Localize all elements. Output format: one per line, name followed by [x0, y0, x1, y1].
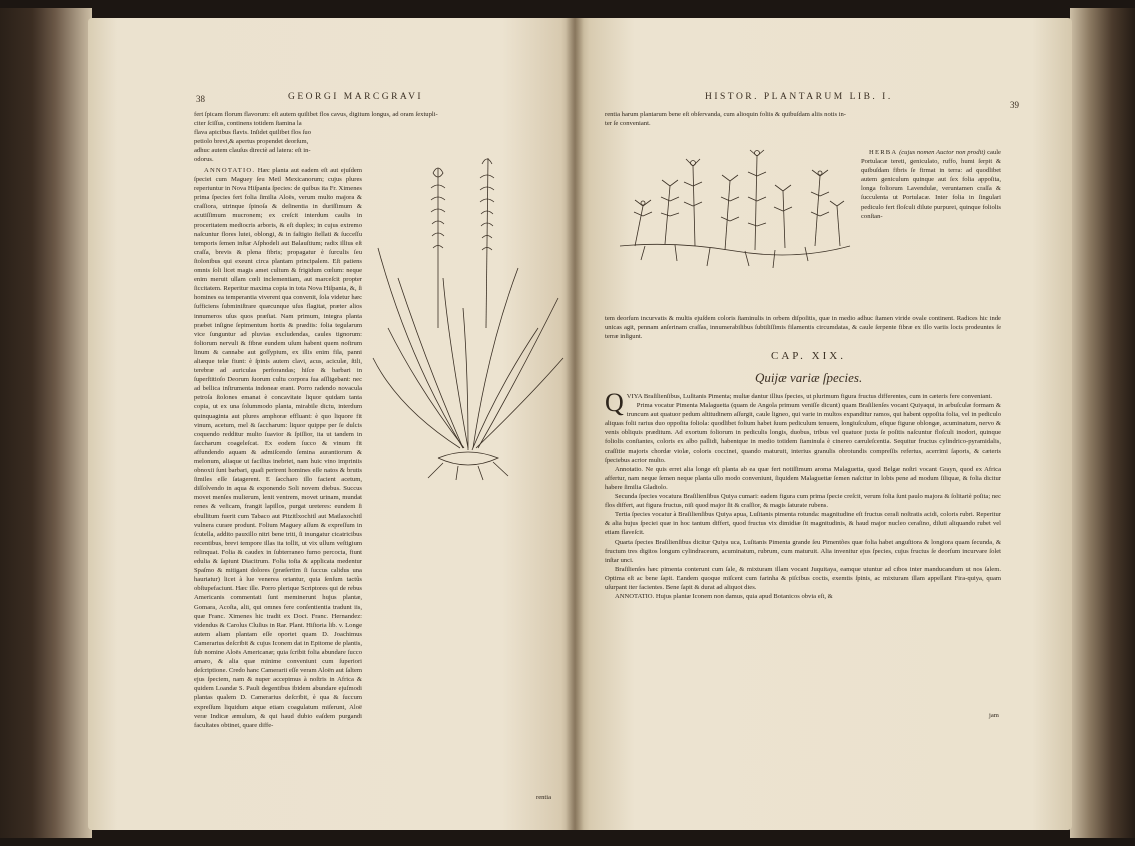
section-paragraph: Annotatio. Ne quis erret alia longe eſt planta ab ea quæ fert notiſſimum aroma Malaguetta, quod Belgæ noſtri vocant Grayn, quod ex Africa affertur, nam neque ſemen neque planta ullo modo conveniunt, ſiquidem Malaguettæ ſemen naſcitur in lobis pene ad modum ſiliquæ, & folia dicitur habere ſimilia Gladiolo. [605, 465, 1001, 491]
section-paragraph: Secunda ſpecies vocatura Braſilienſibus Quiya cumari: eadem figura cum prima ſpecie creſcit, verum folia ſunt paulo majora & ſolitariè poſita; nec flos differt, aut figura fructus, niſi quod major ſit & craſſior, & magis ſaturate rubens. [605, 493, 1001, 510]
text-line: odorus. [194, 156, 214, 164]
agave-plant-illustration [368, 128, 568, 483]
left-top-lines [194, 110, 566, 128]
drop-cap: Q [605, 388, 624, 417]
herba-label: HERBA [869, 149, 898, 156]
herba-paragraph [861, 148, 1001, 221]
herba-tail [605, 314, 1001, 341]
annotatio-paragraph [194, 166, 362, 730]
left-annotatio-column [194, 166, 362, 730]
book-gutter [566, 18, 584, 830]
section-paragraph: Prima vocatur Pimenta Malaguetta (quam de Angola primum veniſſe dicunt) quam Braſilienſes vocant Quiyaqui, in arbuſculæ formam & truncum aut quatuor pedum altitudinem aſſurgit, caule ligneo, qui varie in multos expanditur ramos, qui habent oppoſita folia, vel in pediculo aliquas folii rarius duo oppoſita foliola: quodlibet folium habet ſuum pediculum tenuem, longiuſculum, eſtque figuræ oblongæ, acuminatum, nervo & venis obliquis præditum. Ad exortum foliorum in pediculis longis, duobus, tribus vel quatuor juxta ſe poſitis naſcuntur floſculi inodori, quinque foliolis conſtantes, coloris ex albo pallidi, habentque in medio totidem ſtaminula è cinereo cæruleſcentia. Sequitur fructus cylindrico-pyramidalis, craſſitie majoris chordæ violæ, coloris coccinei, quando maturuit, interius granulis obrotundis compreſſis refertus, acerrimi ſaporis, & cæteris ſpeciebus acrior multo. [605, 402, 1001, 464]
herba-description [861, 148, 1001, 221]
quiya-section-text [605, 388, 1001, 601]
herba-tail-text: tem deorſum incurvatis & multis ejuſdem coloris ſtaminulis in orbem diſpoſitis, quæ in medio adhuc ſtamen viride ovale continent. Radices hic inde unicas agit, pennam anſerinam craſſas, innumerabilibus ſubtiliſſimis filamentis circumdatas, & caule ſerpente fibræ ex illo variis locis prodeuntes ſe terræ inſigunt. [605, 315, 1001, 341]
section-paragraph: Tertia ſpecies vocatur à Braſilienſibus Quiya apua, Luſitanis pimenta rotunda: magnitudine eſt fructus ceraſi noſtratis acidi, coloris rubri. Reperitur & alia hujus ſpeciei quæ in hoc tantum differt, quod fructus vix dimidiæ ſit magnitudinis, & haud major nucleo ceraſino, diluti aliquando rubet vel etiam flaveſcit. [605, 511, 1001, 537]
left-running-head: GEORGI MARCGRAVI [288, 92, 424, 102]
left-page-number: 38 [196, 94, 205, 104]
section-paragraph: Braſilienſes hæc pimenta conterunt cum ſale, & mixturam illam vocant Juquitaya, eamque utuntur ad cibos inter manducandum ut nos ſalem. Optima eſt ac bene ſapit. Eandem quoque miſcent cum farinha & piſcibus coctis, exemtis ſpinis, ac mixturam illam appellant Fira-quiya, quam uſurpant iter facientes. Bene ſapit & durat ad aliquot dies. [605, 565, 1001, 591]
annotatio-text: Hæc planta aut eadem eſt aut ejuſdem ſpeciei cum Maguey ſeu Metl Mexicanorum; cujus plures reperiuntur in Nova Hiſpania ſpecies: de quibus ita Fr. Ximenes prima ſpecies fert folia ſimilia Aloës, verum multo majora & craſſiora, utrinque ſpinoſa & deſinentia in duriſſimum & acutiſſimum mucronem; ex creſcit interdum caulis in proceritatem mediocris arboris, & eſt duplex; in cujus extremo naſcuntur flores lutei, oblongi, & in faſtigio ſtellati & ſucceſſu temporis ſemen inſtar Aſphodeli aut Balauſtium; radix illius eſt craſſa, brevis & plena fibris; propagatur è ſurculis ſeu ſtolonibus qui exeunt circa plantam principalem. Eſt patiens omnis ſoli licet magis amet cultum & frigidum cœlum: neque enim meruit ullam cœli inclementiam, aut marceſcit propter ſiccitatem. Reperitur maxima copia in tota Nova Hiſpania, &, ſi homines ea temperantia viverent qua convenit, ſola videtur hæc ſufficiens ſubminiſtrare quæcunque uſus flagitat, præter alios innumeros uſus quos præſtat. Nam primum, integra planta præbet inſigne ſepimentum hortis & prædiis: folia tegularum vice ſunguntur ad pluvias excludendas, caules tignorum: foliorum nervuli & fibræ eundem uſum habent quem noſtrum linum & cannabe aut goſſypium, ex illis enim fila, panni aliæque telæ fiunt: è ſpinis autem clavi, acus, aciculæ, ſtili, terebræ ad auriculas perforandas; hiſce & barbari in ſuperſtitioſo Deorum ſuorum cultu corpora ſua aſſligebant: nec ad bellica inſtrumenta indoneæ erant. Porro radendo novacula petroſa ſtolones emanat è concavitate liquor quidam tanta copia, ut ex una ſolummodo planta, mirabile dictu, interdum quinquaginta aut plures amphoræ effluant: è quo liquore fit vinum, acetum, mel & ſaccharum: liquor quippe per ſe dulcis coquendo redditur multo ſuavior & ſpiſſior, ita ut tandem in ſaccharum coageleſcat. Ex eodem ſucco & vinum fit affundendo aquam & admiſcendo ſemina aurantiorum & melonum, aliaque ut facilius inebriet, nam huic vino impriniis obnoxii ſunt barbari, quaſi perirent homines eſſe natos & brutis ſimiles eſſe ſatagerent. E ſaccharo illo facient acetum, diſſolvendo in aqua & exponendo Soli novem diebus. Succus movet menſes mulierum, lenit ventrem, movet urinam, mundat renes & veſicam, frangit lapillos, purgat ureteres: eundem ſi ebullitum fuerit cum Tabaco aut Pitzitlxochitl aut Matlaxochitl vulnera curare produnt. Folium Maguey aſſum & expreſſum in ſcutella, addito pauxillo nitri bene triti, ſi inungatur cicatricibus recentibus, brevi tempore illas ita tollit, ut vix ullum veſtigium relinquat. Folia & caudex in ſubterraneo furno percocta, fiunt edulia & ſapiunt Diacitrum. Folia toſta & applicata medentur Spaſmo & mitigant dolores (præſertim ſi ſuccus calidus una hauriatur) licet à lue venerea oriantur, quia ſenſum tactûs obſtupefaciunt. Hæc ille. Porro plerique Scriptores qui de rebus Americanis commentati ſunt meminerunt hujus plantæ, Gomara, Acoſta, alii, qui omnes fere conſentientia tradunt iis, quæ Franc. Ximenes hic tradit ex Doct. Franc. Hernandez: videndus & Carolus Cluſius in Rar. Plant. Hiſtoria lib. v. Longe autem aliam plantam eſſe oportet quam D. Joachimus Camerarius deſcribit & cujus Iconem dat in Epitome de plantis, ſub nomine Aloës Americanæ; quia ſcribit folia abundare ſucco amaro, & alia quæ minime conveniunt cum ſuperiori deſcriptione. Credo hanc Camerarii eſſe veram Aloën aut ſaltem ejus ſpeciem, nam & nuper accepimus à noſtris in Africa & quidem Loandæ S. Pauli degentibus ibidem abundare ejuſmodi plantas qualem D. Camerarius deſcribit, è qua & ſuccum expreſſum liquidum atque etiam coagulatum miſerunt, Aloë veræ Indicæ æmulum, & qui haud dubio eaſdem purgandi facultates obtinet, quare diffe- [194, 167, 362, 729]
herba-italic-note: (cujus nomen Auctor non prodit) [899, 149, 986, 156]
right-page [575, 18, 1072, 830]
right-page-number: 39 [1010, 100, 1019, 110]
right-top-lines [605, 110, 997, 128]
right-catchword: jam [989, 712, 999, 719]
annotatio-label: ANNOTATIO. [204, 167, 256, 174]
section-paragraph: ANNOTATIO. Hujus plantæ Iconem non damus, quia apud Botanicos obvia eſt, & [615, 593, 833, 601]
herba-text: caule Portulacæ tereti, geniculato, ruffo, humi ſerpit & quibuſdam fibris ſe firmat in terra: ad quodlibet autem geniculum quinque aut ſex folia appoſita, longa foliorum Lavendulæ, veruntamen craſſa & ſucculenta ut Portulacæ. Inter folia in ſingulari pediculo fert floſculi dilute purpurei, quinque foliolis conſtan- [861, 149, 1001, 220]
text-line: adhuc autem clauſus directè ad latera: eſt in- [194, 147, 311, 155]
text-line: rentia harum plantarum bene eſt obſervanda, cum alioquin foliis & quibuſdam aliis notis in- [605, 111, 846, 118]
chapter-heading: CAP. XIX. [771, 350, 846, 362]
creeping-herb-illustration [615, 146, 855, 306]
book-cover-right-edge [1070, 8, 1135, 838]
right-running-head: HISTOR. PLANTARUM LIB. I. [705, 92, 893, 102]
book-cover-left-edge [0, 8, 92, 838]
text-line: flava apicibus flavis. Inſidet quilibet flos ſuo [194, 129, 312, 136]
left-page [88, 18, 575, 830]
section-title: Quijæ variæ ſpecies. [755, 370, 863, 385]
section-paragraph: Quarta ſpecies Braſilienſibus dicitur Quiya uca, Luſitanis Pimenta grande ſeu Pimentões quæ folia habet anguſtiora & longiora quam ſecunda, & fructum tres digitos longum cylindraceum, acuminatum, rubrum, cum maturuit. Alia invenitur ejus ſpecies, cujus fructus ſe deorſum incurvare ſolet inſtar unci. [605, 538, 1001, 564]
section-paragraph: Q VIYA Braſilienſibus, Luſitanis Pimenta; multæ dantur illius ſpecies, ut plurimum figura fructus differentes, cum in cæteris fere conveniant. [605, 388, 992, 417]
left-catchword: rentia [536, 794, 552, 801]
text-line: ter ſe conveniant. [605, 120, 651, 128]
text-line: citer ſciſſus, continens totidem ſtamina la [194, 120, 302, 128]
text-line: petiolo brevi,& apertus propendet deorſum, [194, 138, 309, 146]
left-column-text [194, 128, 366, 164]
text-line: fert ſpicam florum flavorum: eſt autem quilibet flos cavus, digitum longus, ad oram ſextupli- [194, 111, 438, 118]
